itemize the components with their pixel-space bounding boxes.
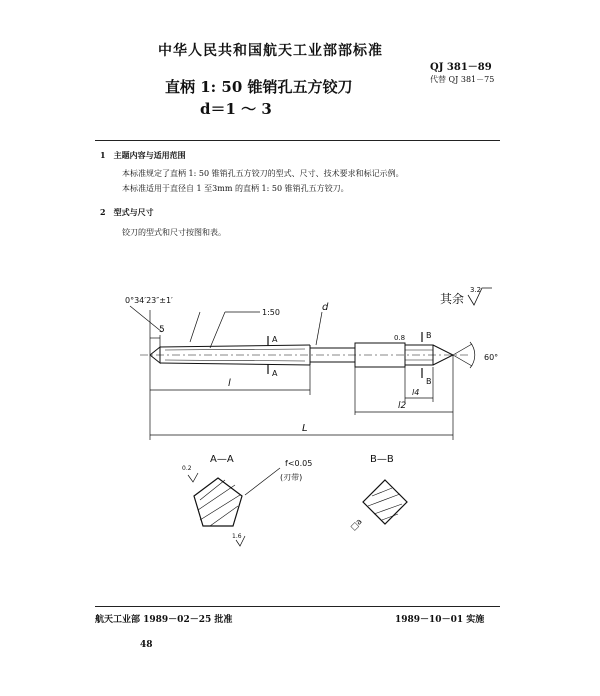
reamer-drawing [0, 270, 600, 570]
angle-60-label: 60° [484, 353, 499, 362]
rough-0-2-label: 0.2 [182, 465, 192, 472]
section-1-heading: 1 主题内容与适用范围 [100, 150, 186, 160]
dim-l2-label: l2 [398, 401, 407, 411]
roughness-0-8-label: 0.8 [394, 334, 406, 342]
page-number: 48 [140, 640, 153, 650]
dim-l-label: l [228, 378, 231, 389]
dim-L-label: L [302, 423, 308, 434]
flatness-label: f<0.05 [285, 459, 313, 468]
section-1-paragraph-1: 本标准规定了直柄 1: 50 锥销孔五方铰刀的型式、尺寸、技术要求和标记示例。 [122, 169, 404, 178]
angle-label: 0°34′23″±1′ [125, 296, 173, 305]
roughness-3-2-label: 3.2 [470, 286, 482, 294]
dimension-lines [130, 306, 475, 440]
section-mark-b-bottom: B [426, 377, 432, 386]
taper-label: 1:50 [262, 308, 280, 317]
section-mark-b-top: B [426, 331, 432, 340]
document-subtitle: d＝1 ～ 3 [200, 100, 272, 118]
effective-date: 1989－10－01 实施 [395, 615, 485, 625]
section-2-paragraph-1: 铰刀的型式和尺寸按图和表。 [122, 228, 226, 237]
standard-code: QJ 381－89 [430, 62, 492, 73]
header-rule [95, 140, 500, 141]
issuing-organization: 中华人民共和国航天工业部部标准 [158, 43, 383, 59]
issued-date: 航天工业部 1989－02－25 批准 [95, 615, 233, 625]
edge-note-label: (刃带) [280, 473, 303, 482]
replaces-standard: 代替 QJ 381－75 [430, 75, 495, 84]
section-bb-hatching [368, 488, 402, 520]
dim-5-label: 5 [159, 325, 165, 335]
section-aa-hatching [198, 480, 240, 526]
section-mark-a-top: A [272, 335, 278, 344]
rest-label: 其余 [440, 292, 465, 306]
section-aa-title: A—A [210, 454, 234, 465]
diameter-label: d [322, 302, 329, 313]
section-bb-title: B—B [370, 454, 394, 465]
rough-1-6-label: 1.6 [232, 533, 242, 540]
section-mark-a-bottom: A [272, 369, 278, 378]
section-2-heading: 2 型式与尺寸 [100, 207, 154, 217]
section-bb-square [363, 480, 407, 524]
document-title: 直柄 1: 50 锥销孔五方铰刀 [165, 78, 353, 96]
square-a-label: □a [348, 516, 364, 533]
section-1-paragraph-2: 本标准适用于直径自 1 至3mm 的直柄 1: 50 锥销孔五方铰刀。 [122, 184, 349, 193]
dim-l4-label: l4 [412, 388, 420, 397]
reamer-body [140, 343, 470, 367]
footer-rule [95, 606, 500, 607]
roughness-symbol-icon [188, 473, 198, 482]
